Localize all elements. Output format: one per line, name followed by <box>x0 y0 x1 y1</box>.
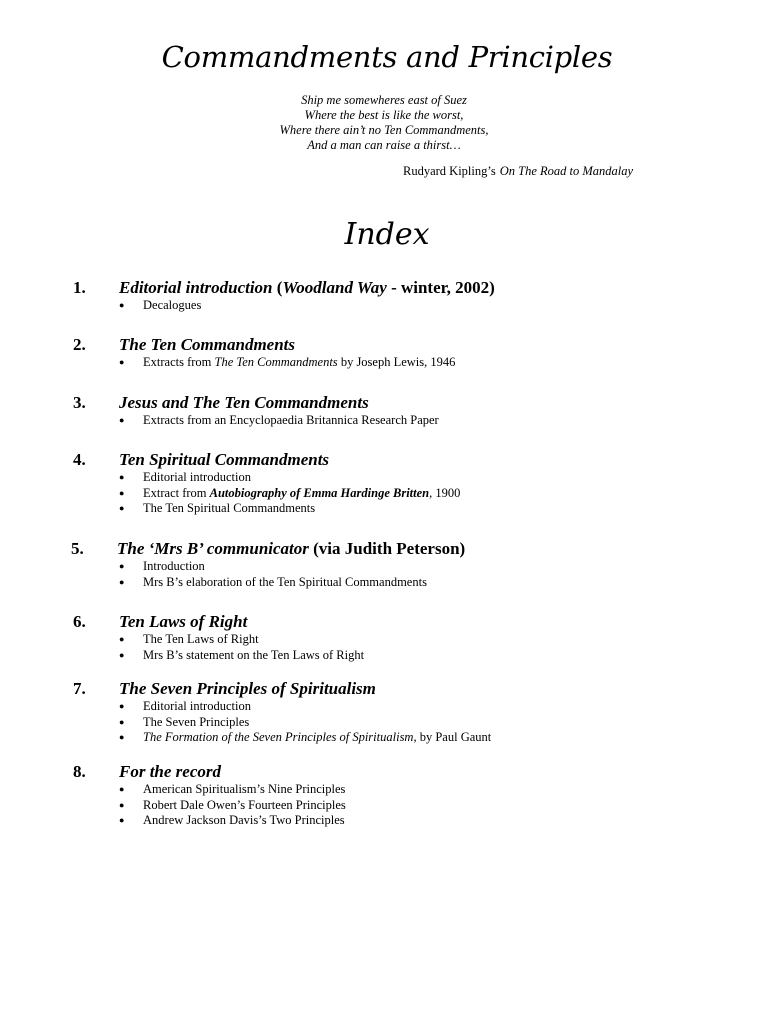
entry-item-list <box>119 470 460 517</box>
bullet-icon: ● <box>119 799 125 810</box>
entry-item-list <box>119 632 364 663</box>
entry-title: Editorial introduction (Woodland Way - winter, 2002) <box>119 278 495 297</box>
entry-number: 8. <box>73 762 86 781</box>
epigraph-attribution <box>403 164 633 179</box>
list-item: ● The Ten Laws of Right <box>119 632 259 646</box>
list-item: ● Andrew Jackson Davis’s Two Principles <box>119 813 345 828</box>
entry-number: 7. <box>73 679 86 698</box>
bullet-icon: ● <box>119 732 125 743</box>
list-item: ● Editorial introduction <box>119 699 251 713</box>
epigraph-line: Where there ain’t no Ten Commandments, <box>279 123 489 137</box>
list-item: ● The Ten Spiritual Commandments <box>119 501 316 516</box>
entry-title: Jesus and The Ten Commandments <box>119 393 369 412</box>
bullet-icon: ● <box>119 815 125 826</box>
index-heading: Index <box>344 217 430 252</box>
bullet-icon: ● <box>119 472 125 482</box>
epigraph-line: Where the best is like the worst, <box>304 108 464 122</box>
entry-number: 2. <box>73 335 86 354</box>
bullet-icon: ● <box>119 576 125 587</box>
list-item: ● Extracts from an Encyclopaedia Britannica Research Paper <box>119 413 439 427</box>
document-title: Commandments and Principles <box>161 40 613 74</box>
list-item: ● American Spiritualism’s Nine Principles <box>119 782 346 796</box>
entry-number: 1. <box>73 278 86 297</box>
bullet-icon: ● <box>119 300 125 310</box>
attribution-work: On The Road to Mandalay <box>499 164 634 178</box>
list-item: ● Mrs B’s elaboration of the Ten Spiritual Commandments <box>119 574 427 589</box>
bullet-icon: ● <box>119 487 125 498</box>
bullet-icon: ● <box>119 649 125 660</box>
list-item: ● The Formation of the Seven Principles of Spiritualism, by Paul Gaunt <box>119 730 492 745</box>
list-item: ● The Seven Principles <box>119 714 250 729</box>
entry-item-list <box>119 559 427 590</box>
entry-number: 4. <box>73 450 86 469</box>
bullet-icon: ● <box>119 561 125 571</box>
list-item: ● Introduction <box>119 559 205 573</box>
entry-number: 3. <box>73 393 86 412</box>
entry-title: The ‘Mrs B’ communicator (via Judith Peterson) <box>117 539 466 558</box>
entry-title: The Seven Principles of Spiritualism <box>119 679 376 698</box>
list-item: ● Robert Dale Owen’s Fourteen Principles <box>119 797 346 812</box>
entry-item-list <box>119 413 439 429</box>
list-item: ● Editorial introduction <box>119 470 251 484</box>
entry-title: For the record <box>119 762 221 781</box>
entry-item-list <box>119 782 346 829</box>
entry-title: The Ten Commandments <box>119 335 296 354</box>
bullet-icon: ● <box>119 415 125 425</box>
attribution-author: Rudyard Kipling’s <box>403 164 496 178</box>
bullet-icon: ● <box>119 716 125 727</box>
list-item: ● Extracts from The Ten Commandments by Joseph Lewis, 1946 <box>119 355 456 369</box>
epigraph-line: And a man can raise a thirst… <box>307 138 461 152</box>
entry-item-list <box>119 298 201 314</box>
list-item: ● Extract from Autobiography of Emma Hardinge Britten, 1900 <box>119 485 461 500</box>
epigraph-line: Ship me somewheres east of Suez <box>301 93 467 107</box>
bullet-icon: ● <box>119 634 125 644</box>
entry-title: Ten Laws of Right <box>119 612 248 631</box>
bullet-icon: ● <box>119 357 125 367</box>
entry-number: 5. <box>71 539 84 558</box>
bullet-icon: ● <box>119 784 125 794</box>
epigraph-poem <box>0 93 768 153</box>
entry-item-list <box>119 699 491 746</box>
bullet-icon: ● <box>119 701 125 711</box>
list-item: ● Decalogues <box>119 298 202 312</box>
bullet-icon: ● <box>119 503 125 514</box>
entry-item-list <box>119 355 455 371</box>
entry-number: 6. <box>73 612 86 631</box>
list-item: ● Mrs B’s statement on the Ten Laws of Right <box>119 647 365 662</box>
entry-title: Ten Spiritual Commandments <box>119 450 330 469</box>
